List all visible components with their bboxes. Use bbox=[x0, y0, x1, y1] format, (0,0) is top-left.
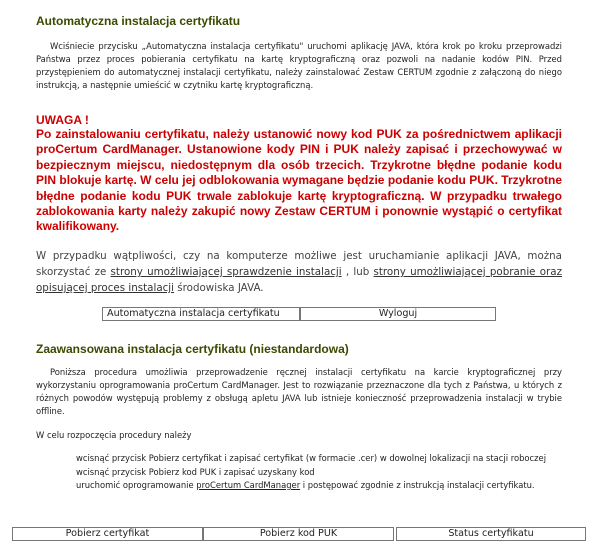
java-text-middle: , lub bbox=[341, 266, 374, 278]
java-text-before: W przypadku wątpliwości, czy na komputerze możliwe jest uruchamianie aplikacji JAVA, można skorzystać ze bbox=[36, 250, 562, 278]
step-run-cardmanager bbox=[76, 479, 562, 492]
step3-text-before: uruchomić oprogramowanie bbox=[76, 480, 197, 490]
auto-install-title: Automatyczna instalacja certyfikatu bbox=[36, 14, 241, 28]
java-text-after: środowiska JAVA. bbox=[174, 282, 264, 294]
advanced-install-title: Zaawansowana instalacja certyfikatu (niestandardowa) bbox=[36, 342, 349, 356]
warning-body: Po zainstalowaniu certyfikatu, należy ustanowić nowy kod PUK za pośrednictwem aplikacji proCertum CardManager. Ustanowione kody PIN i PUK należy zapisać i przechowywać w bezpiecznym miejscu, niedostępnym dla osób trzecich. Trzykrotne błędne podanie kodu PIN blokuje kartę. W celu jej odblokowania wymagane będzie podanie kodu PUK. Trzykrotne błędne podanie kodu PUK trwale zablokuje kartę kryptograficzną. W przypadku trwałego zablokowania karty należy zakupić nowy Zestaw CERTUM i ponownie wystąpić o certyfikat kwalifikowany. bbox=[36, 127, 562, 234]
step3-text-after: i postępować zgodnie z instrukcją instalacji certyfikatu. bbox=[300, 480, 535, 490]
instructions-intro: W celu rozpoczęcia procedury należy bbox=[36, 430, 192, 440]
auto-install-button[interactable]: Automatyczna instalacja certyfikatu bbox=[102, 307, 300, 321]
auto-install-description-text: Wciśniecie przycisku „Automatyczna instalacja certyfikatu" uruchomi aplikację JAVA, która krok po kroku przeprowadzi Państwa przez proces pobierania certyfikatu na kartę kryptograficzną oraz pozwoli na nadanie kodów PIN. Przed przystępieniem do automatycznej instalacji certyfikatu, należy zainstalować Zestaw CERTUM zgodnie z załączoną do niego instrukcją, a następnie umieścić w czytniku kartę kryptograficzną. bbox=[36, 41, 562, 90]
instruction-steps bbox=[76, 452, 562, 493]
java-download-link[interactable]: strony umożliwiającej pobranie oraz opisującej proces instalacji bbox=[36, 266, 562, 294]
step-download-cert: wcisnąć przycisk Pobierz certyfikat i zapisać certyfikat (w formacie .cer) w dowolnej lokalizacji na stacji roboczej bbox=[76, 453, 547, 463]
advanced-install-description bbox=[36, 366, 562, 418]
java-info bbox=[36, 248, 562, 296]
auto-install-description bbox=[36, 40, 562, 92]
cert-status-button[interactable]: Status certyfikatu bbox=[396, 527, 586, 541]
warning-title: UWAGA ! bbox=[36, 113, 89, 127]
download-cert-button[interactable]: Pobierz certyfikat bbox=[12, 527, 203, 541]
advanced-install-description-text: Poniższa procedura umożliwia przeprowadzenie ręcznej instalacji certyfikatu na karcie kryptograficznej przy wykorzystaniu oprogramowania proCertum CardManager. Jest to rozwiązanie przeznaczone dla tych z Państwa, u których z różnych powodów występują problemy z obsługą apletu JAVA lub istnieje konieczność przeprowadzenia instalacji w trybie offline. bbox=[36, 367, 562, 416]
cardmanager-link[interactable]: proCertum CardManager bbox=[196, 480, 301, 490]
step-download-puk: wcisnąć przycisk Pobierz kod PUK i zapisać uzyskany kod bbox=[76, 466, 315, 477]
download-puk-button[interactable]: Pobierz kod PUK bbox=[203, 527, 394, 541]
logout-button[interactable]: Wyloguj bbox=[300, 307, 496, 321]
java-check-link[interactable]: strony umożliwiającej sprawdzenie instalacji bbox=[110, 266, 342, 278]
